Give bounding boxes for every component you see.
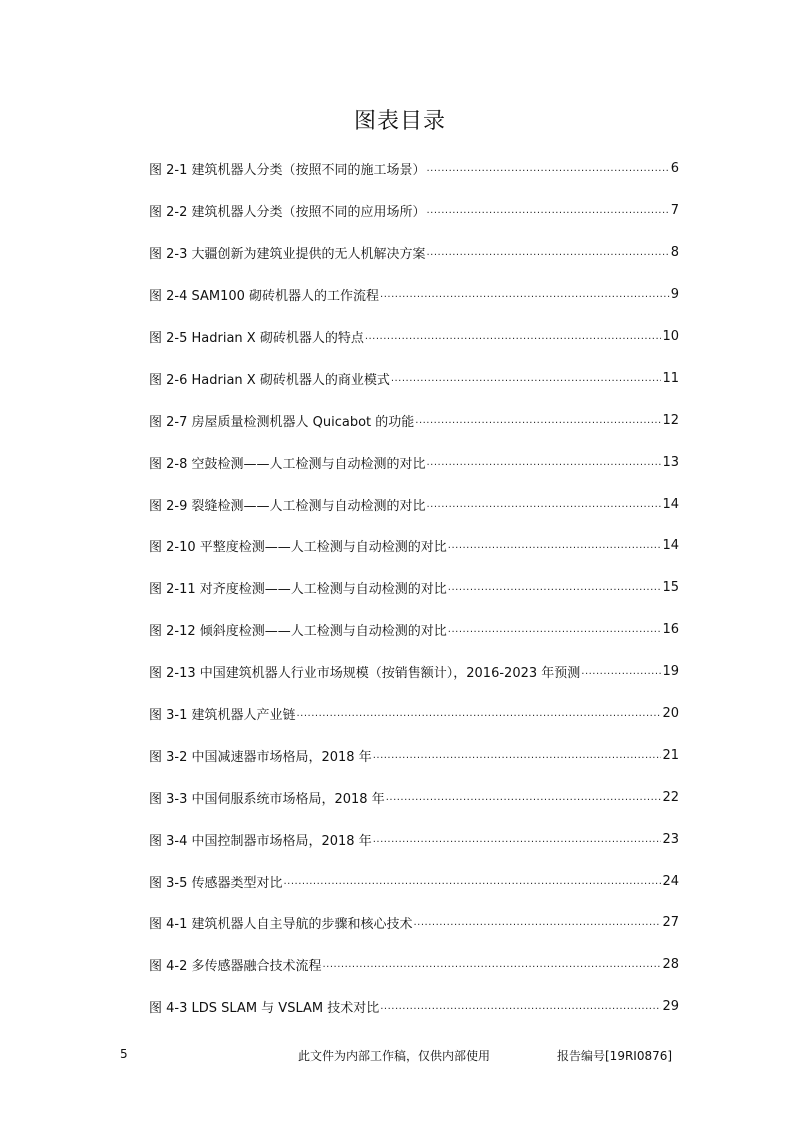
dot-leader [380,1001,661,1012]
toc-entry-label: 图 4-2 多传感器融合技术流程 [149,959,322,975]
toc-entry-label: 图 2-11 对齐度检测——人工检测与自动检测的对比 [149,582,447,598]
toc-entry-page: 14 [662,496,679,512]
dot-leader [414,917,662,928]
toc-entry-label: 图 2-4 SAM100 砌砖机器人的工作流程 [149,289,380,305]
toc-entry-page: 28 [662,957,679,973]
toc-entry[interactable] [149,232,679,274]
toc-entry-page: 20 [662,706,679,722]
toc-entry[interactable] [149,148,679,190]
toc-entry-page: 12 [662,412,679,428]
toc-entry-label: 图 4-1 建筑机器人自主导航的步骤和核心技术 [149,917,413,933]
toc-entry-page: 21 [662,747,679,763]
toc-entry-page: 23 [662,831,679,847]
toc-entry[interactable] [149,734,679,776]
dot-leader [448,540,662,551]
dot-leader [448,624,662,635]
toc-entry[interactable] [149,609,679,651]
toc-entry-page: 7 [670,203,679,219]
footer-page-number: 5 [120,1047,128,1061]
toc-entry-label: 图 3-5 传感器类型对比 [149,875,283,891]
toc-entry-label: 图 2-7 房屋质量检测机器人 Quicabot 的功能 [149,414,415,430]
toc-entry-label: 图 2-8 空鼓检测——人工检测与自动检测的对比 [149,456,426,472]
toc-entry[interactable] [149,567,679,609]
toc-entry[interactable] [149,441,679,483]
dot-leader [373,834,662,845]
dot-leader [380,289,670,300]
toc-entry[interactable] [149,986,679,1028]
toc-entry-label: 图 2-10 平整度检测——人工检测与自动检测的对比 [149,540,447,556]
toc-entry[interactable] [149,902,679,944]
toc-entry-label: 图 2-2 建筑机器人分类（按照不同的应用场所） [149,205,426,221]
dot-leader [284,876,662,887]
toc-entry-page: 22 [662,789,679,805]
footer-report-code: 报告编号[19RI0876] [557,1049,673,1063]
toc-entry[interactable] [149,693,679,735]
dot-leader [373,750,662,761]
dot-leader [427,247,670,258]
dot-leader [427,457,662,468]
toc-entry-page: 10 [662,329,679,344]
toc-entry-label: 图 2-3 大疆创新为建筑业提供的无人机解决方案 [149,247,426,263]
toc-entry[interactable] [149,525,679,567]
toc-entry[interactable] [149,274,679,316]
page-title: 图表目录 [353,109,446,134]
toc-entry-page: 6 [670,161,679,177]
toc-entry[interactable] [149,944,679,986]
toc-entry-label: 图 2-1 建筑机器人分类（按照不同的施工场景） [149,163,426,179]
toc-entry[interactable] [149,190,679,232]
toc-entry-label: 图 3-2 中国减速器市场格局，2018 年 [149,749,372,765]
toc-entry-label: 图 2-5 Hadrian X 砌砖机器人的特点 [149,331,364,346]
toc-entry-label: 图 3-3 中国伺服系统市场格局，2018 年 [149,791,385,807]
toc-entry-page: 8 [670,245,679,261]
dot-leader [391,373,662,384]
toc-entry[interactable] [149,776,679,818]
dot-leader [581,666,661,677]
toc-entry-label: 图 3-1 建筑机器人产业链 [149,708,296,724]
toc-entry-label: 图 2-13 中国建筑机器人行业市场规模（按销售额计），2016-2023 年预测 [149,666,581,682]
toc-entry-page: 9 [670,287,679,303]
dot-leader [365,331,662,342]
toc-entry[interactable] [149,316,679,358]
toc-entry-label: 图 4-3 LDS SLAM 与 VSLAM 技术对比 [149,1001,380,1017]
toc-entry[interactable] [149,651,679,693]
dot-leader [427,163,670,174]
footer-confidential-note: 此文件为内部工作稿，仅供内部使用 [298,1049,491,1063]
toc-entry[interactable] [149,860,679,902]
toc-entry-page: 13 [662,454,679,470]
toc-entry[interactable] [149,483,679,525]
toc-entry-page: 14 [662,538,679,554]
toc-entry-page: 29 [662,999,679,1015]
dot-leader [386,792,662,803]
toc-entry-page: 16 [662,622,679,638]
toc-entry-page: 27 [662,915,679,931]
dot-leader [427,499,662,510]
toc-entry[interactable] [149,357,679,399]
dot-leader [415,415,661,426]
toc-entry[interactable] [149,818,679,860]
dot-leader [297,708,662,719]
toc-entry-label: 图 3-4 中国控制器市场格局，2018 年 [149,833,372,849]
toc-entry-label: 图 2-6 Hadrian X 砌砖机器人的商业模式 [149,372,390,388]
toc-entry-page: 24 [662,873,679,889]
toc-entry-page: 15 [662,580,679,596]
toc-entry-page: 19 [662,664,679,680]
toc-entry-label: 图 2-9 裂缝检测——人工检测与自动检测的对比 [149,498,426,514]
dot-leader [323,959,662,970]
toc-entry-label: 图 2-12 倾斜度检测——人工检测与自动检测的对比 [149,624,447,640]
toc-entry[interactable] [149,399,679,441]
dot-leader [448,582,662,593]
dot-leader [427,205,670,216]
figure-list [149,148,679,1028]
toc-entry-page: 11 [662,370,679,386]
